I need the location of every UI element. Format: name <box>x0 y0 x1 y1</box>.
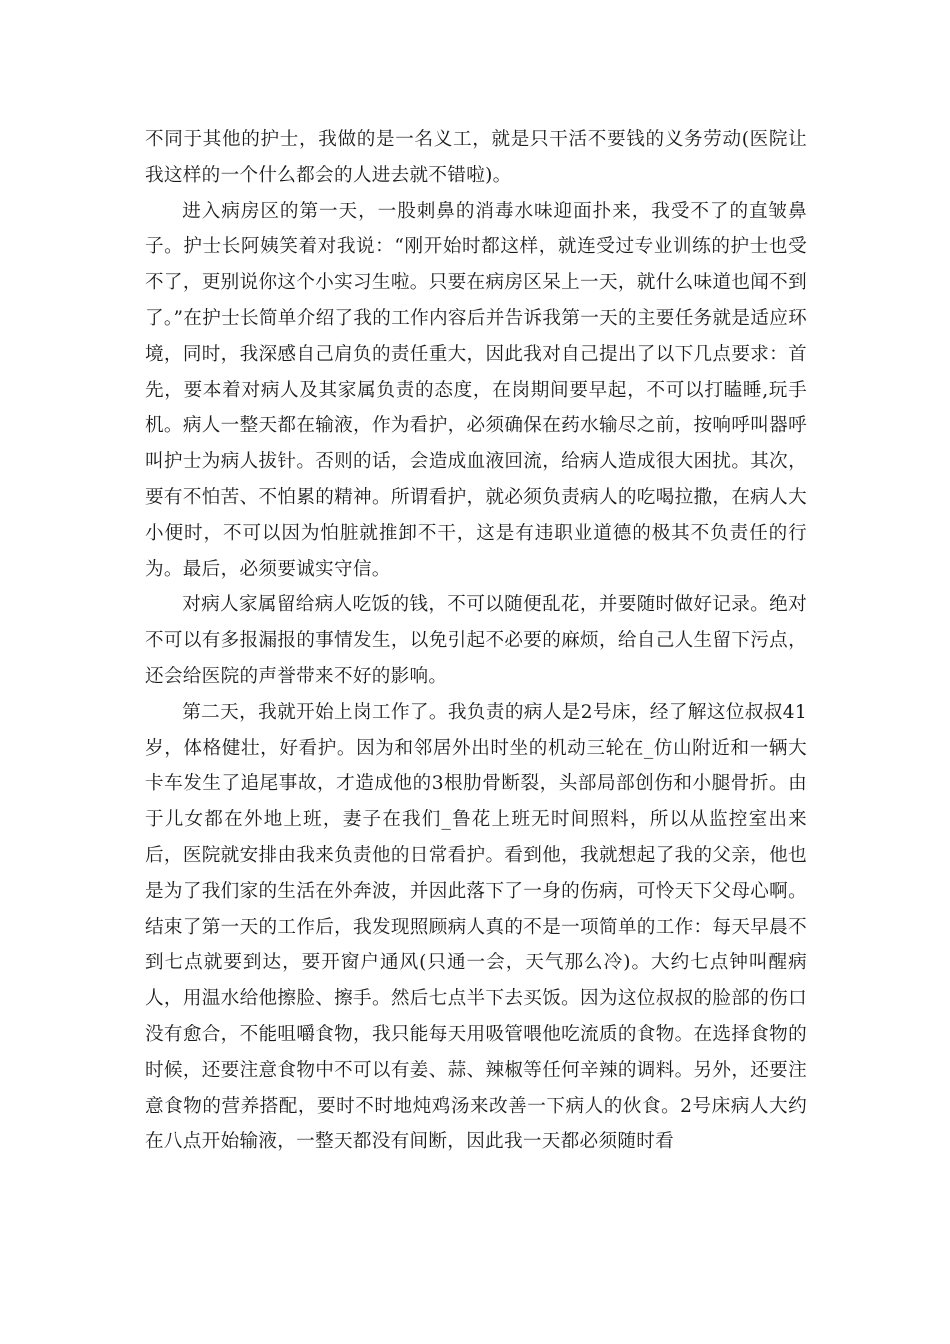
document-body <box>145 122 807 1160</box>
paragraph-2: 进入病房区的第一天，一股刺鼻的消毒水味迎面扑来，我受不了的直皱鼻子。护士长阿姨笑着对我说：“刚开始时都这样，就连受过专业训练的护士也受不了，更别说你这个小实习生啦。只要在病房区呆上一天，就什么味道也闻不到了。”在护士长简单介绍了我的工作内容后并告诉我第一天的主要任务就是适应环境，同时，我深感自己肩负的责任重大，因此我对自己提出了以下几点要求：首先，要本着对病人及其家属负责的态度，在岗期间要早起，不可以打瞌睡,玩手机。病人一整天都在输液，作为看护，必须确保在药水输尽之前，按响呼叫器呼叫护士为病人拔针。否则的话，会造成血液回流，给病人造成很大困扰。其次，要有不怕苦、不怕累的精神。所谓看护，就必须负责病人的吃喝拉撒，在病人大小便时，不可以因为怕脏就推卸不干，这是有违职业道德的极其不负责任的行为。最后，必须要诚实守信。 <box>145 200 807 580</box>
paragraph-1: 不同于其他的护士，我做的是一名义工，就是只干活不要钱的义务劳动(医院让我这样的一个什么都会的人进去就不错啦)。 <box>145 129 807 186</box>
paragraph-4: 第二天，我就开始上岗工作了。我负责的病人是2号床，经了解这位叔叔41岁，体格健壮，好看护。因为和邻居外出时坐的机动三轮在_仿山附近和一辆大卡车发生了追尾事故，才造成他的3根肋骨断裂，头部局部创伤和小腿骨折。由于儿女都在外地上班，妻子在我们_鲁花上班无时间照料，所以从监控室出来后，医院就安排由我来负责他的日常看护。看到他，我就想起了我的父亲，他也是为了我们家的生活在外奔波，并因此落下了一身的伤病，可怜天下父母心啊。结束了第一天的工作后，我发现照顾病人真的不是一项简单的工作：每天早晨不到七点就要到达，要开窗户通风(只通一会，天气那么冷)。大约七点钟叫醒病人，用温水给他擦脸、擦手。然后七点半下去买饭。因为这位叔叔的脸部的伤口没有愈合，不能咀嚼食物，我只能每天用吸管喂他吃流质的食物。在选择食物的时候，还要注意食物中不可以有姜、蒜、辣椒等任何辛辣的调料。另外，还要注意食物的营养搭配，要时不时地炖鸡汤来改善一下病人的伙食。2号床病人大约在八点开始输液，一整天都没有间断，因此我一天都必须随时看 <box>145 701 807 1153</box>
paragraph-3: 对病人家属留给病人吃饭的钱，不可以随便乱花，并要随时做好记录。绝对不可以有多报漏报的事情发生，以免引起不必要的麻烦，给自己人生留下污点，还会给医院的声誉带来不好的影响。 <box>145 594 807 687</box>
